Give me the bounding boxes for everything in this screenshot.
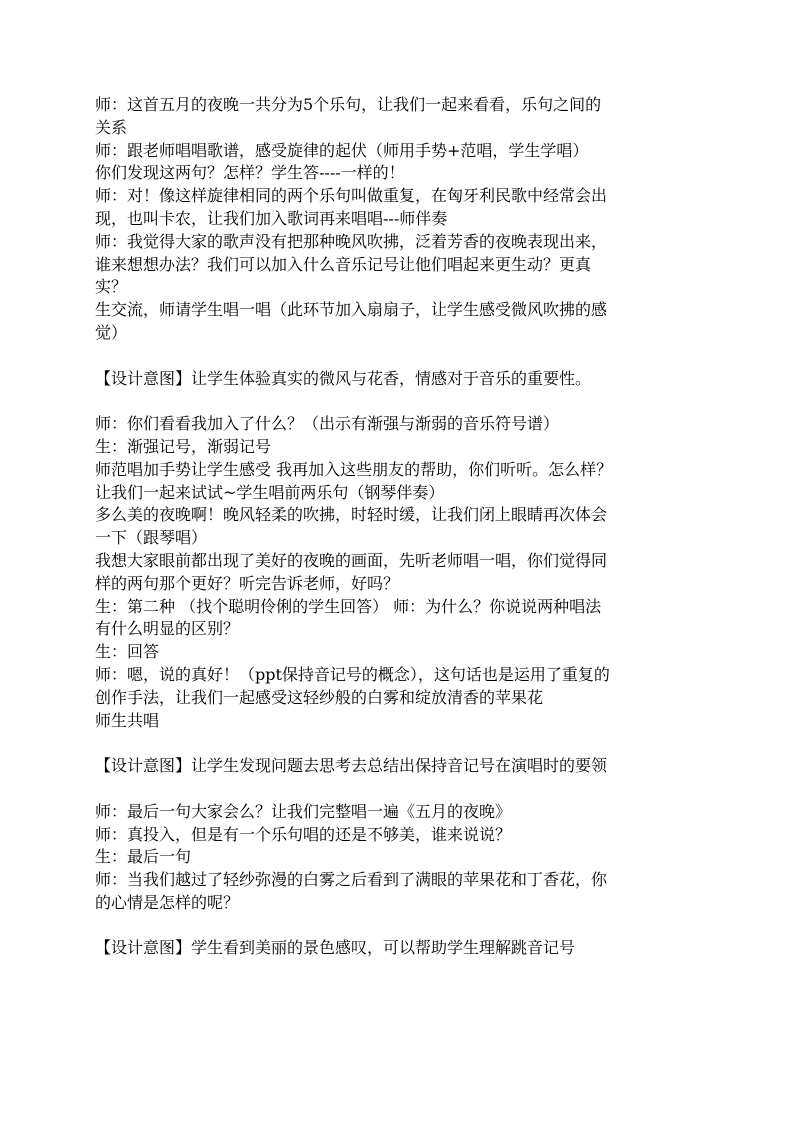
text-line: 师：你们看看我加入了什么？（出示有渐强与渐弱的音乐符号谱） [95, 414, 560, 434]
text-line: 样的两句那个更好？听完告诉老师，好吗？ [95, 573, 400, 593]
text-line: 【设计意图】学生看到美丽的景色感叹，可以帮助学生理解跳音记号 [95, 938, 576, 958]
text-line: 让我们一起来试试~学生唱前两乐句（钢琴伴奏） [95, 482, 445, 502]
paragraph [95, 710, 705, 733]
text-line: 我想大家眼前都出现了美好的夜晚的画面，先听老师唱一唱，你们觉得同 [95, 550, 608, 570]
blank-line [95, 732, 705, 755]
paragraph [95, 162, 705, 185]
paragraph [95, 664, 705, 710]
text-line: 师：我觉得大家的歌声没有把那种晚风吹拂，泛着芳香的夜晚表现出来， [95, 231, 608, 251]
paragraph [95, 436, 705, 459]
document-body [95, 94, 705, 960]
text-line: 【设计意图】让学生体验真实的微风与花香，情感对于音乐的重要性。 [95, 368, 592, 388]
text-line: 生：第二种 （找个聪明伶俐的学生回答） 师：为什么？你说说两种唱法 [95, 596, 602, 616]
text-line: 师：最后一句大家会么？让我们完整唱一遍《五月的夜晚》 [95, 801, 512, 821]
text-line: 创作手法，让我们一起感受这轻纱般的白雾和绽放清香的苹果花 [95, 687, 544, 707]
text-line: 生交流，师请学生唱一唱（此环节加入扇扇子，让学生感受微风吹拂的感 [95, 300, 608, 320]
paragraph [95, 413, 705, 436]
paragraph [95, 550, 705, 596]
text-line: 谁来想想办法？我们可以加入什么音乐记号让他们唱起来更生动？更真 [95, 254, 592, 274]
paragraph [95, 459, 705, 505]
text-line: 师：对！像这样旋律相同的两个乐句叫做重复，在匈牙利民歌中经常会出 [95, 186, 608, 206]
paragraph [95, 185, 705, 231]
text-line: 【设计意图】让学生发现问题去思考去总结出保持音记号在演唱时的要领 [95, 756, 608, 776]
text-line: 关系 [95, 117, 128, 137]
text-line: 一下（跟琴唱） [95, 528, 208, 548]
text-line: 的心情是怎样的呢？ [95, 892, 240, 912]
blank-line [95, 778, 705, 801]
text-line: 师：当我们越过了轻纱弥漫的白雾之后看到了满眼的苹果花和丁香花，你 [95, 870, 608, 890]
text-line: 你们发现这两句？怎样？学生答----一样的！ [95, 163, 405, 183]
text-line: 师：跟老师唱唱歌谱，感受旋律的起伏（师用手势+范唱，学生学唱） [95, 140, 589, 160]
paragraph [95, 641, 705, 664]
text-line: 师范唱加手势让学生感受 我再加入这些朋友的帮助，你们听听。怎么样？ [95, 459, 613, 479]
text-line: 师：嗯，说的真好！（ppt保持音记号的概念），这句话也是运用了重复的 [95, 664, 610, 684]
text-line: 觉） [95, 322, 128, 342]
paragraph [95, 94, 705, 140]
paragraph [95, 140, 705, 163]
text-line: 现，也叫卡农，让我们加入歌词再来唱唱---师伴奏 [95, 208, 448, 228]
paragraph [95, 504, 705, 550]
paragraph [95, 824, 705, 847]
text-line: 生：渐强记号，渐弱记号 [95, 436, 272, 456]
paragraph [95, 299, 705, 345]
paragraph [95, 755, 705, 778]
text-line: 有什么明显的区别？ [95, 619, 240, 639]
paragraph [95, 368, 705, 391]
blank-line [95, 915, 705, 938]
text-line: 多么美的夜晚啊！晚风轻柔的吹拂，时轻时缓，让我们闭上眼睛再次体会 [95, 505, 608, 525]
text-line: 生：回答 [95, 642, 160, 662]
paragraph [95, 869, 705, 915]
text-line: 师生共唱 [95, 710, 160, 730]
paragraph [95, 937, 705, 960]
paragraph [95, 801, 705, 824]
paragraph [95, 846, 705, 869]
text-line: 师：这首五月的夜晚一共分为5个乐句，让我们一起来看看，乐句之间的 [95, 95, 602, 114]
paragraph [95, 596, 705, 642]
blank-line [95, 345, 705, 368]
blank-line [95, 390, 705, 413]
text-line: 师：真投入，但是有一个乐句唱的还是不够美，谁来说说？ [95, 824, 512, 844]
text-line: 生：最后一句 [95, 847, 192, 867]
text-line: 实？ [95, 277, 128, 297]
paragraph [95, 231, 705, 299]
